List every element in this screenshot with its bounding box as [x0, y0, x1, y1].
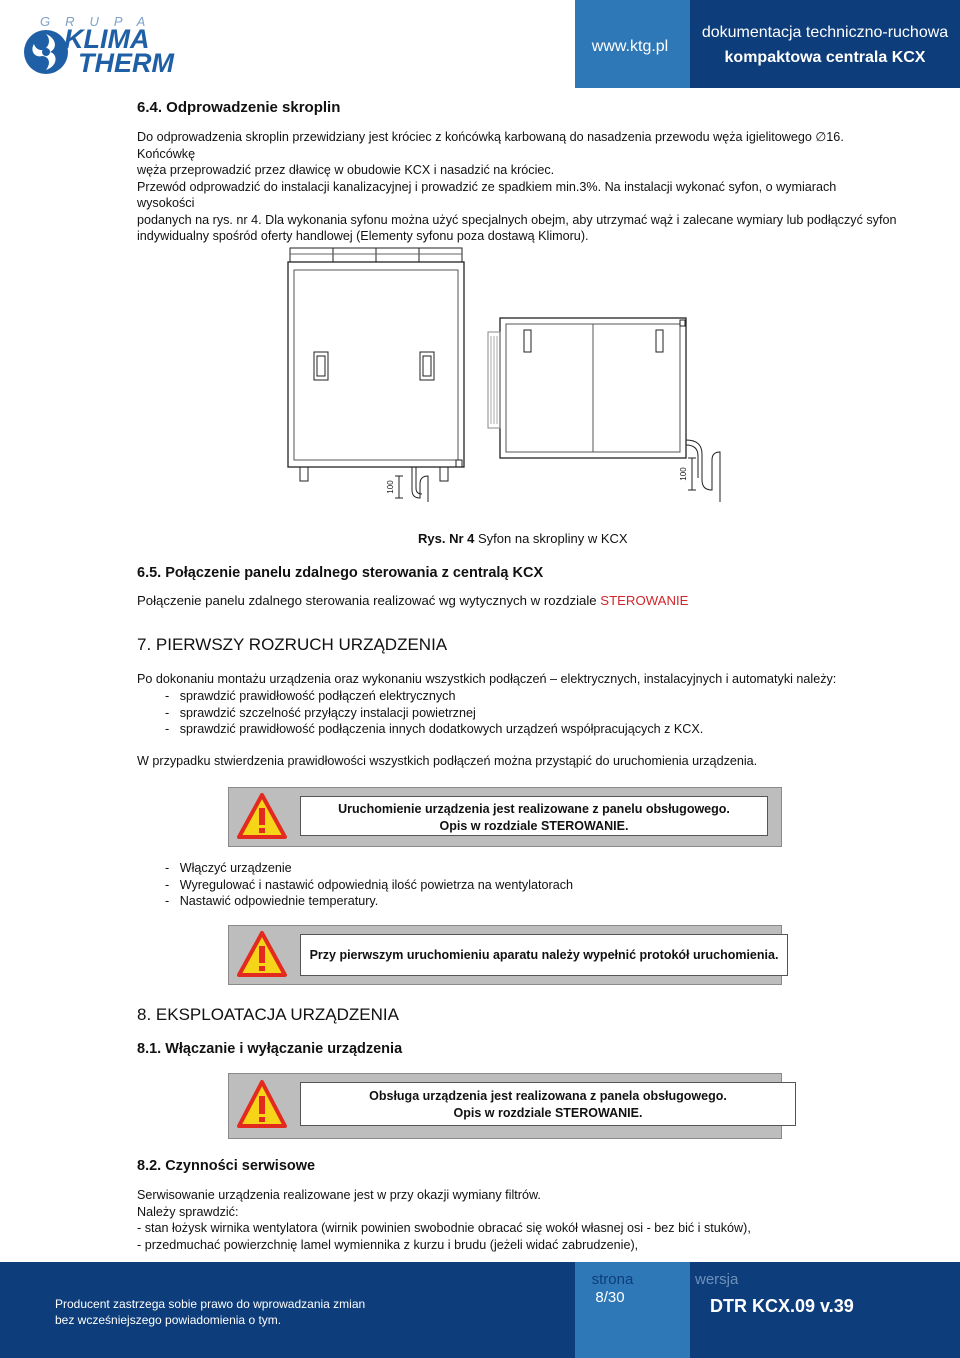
- check-list: [165, 688, 865, 738]
- section-6-4-heading: 6.4. Odprowadzenie skroplin: [137, 99, 341, 116]
- section-7-heading: 7. PIERWSZY ROZRUCH URZĄDZENIA: [137, 635, 448, 654]
- header-title-block: [690, 0, 960, 88]
- sterowanie-link[interactable]: STEROWANIE: [600, 593, 689, 608]
- section-6-4-body: [137, 129, 897, 245]
- logo-therm-text: THERM: [78, 48, 174, 78]
- list-item: - sprawdzić prawidłowość podłączenia innych dodatkowych urządzeń współpracujących z KCX.: [165, 722, 704, 736]
- paragraph-line: - stan łożysk wirnika wentylatora (wirnik powinien swobodnie obracać się wokół własnej osi - bez bić i stuków),: [137, 1221, 751, 1235]
- page-number: 8/30: [595, 1289, 625, 1306]
- paragraph-line: podanych na rys. nr 4. Dla wykonania syfonu można użyć specjalnych obejm, aby utrzymać wąż i zalecane wymiary lub podłączyć syfon: [137, 212, 897, 227]
- website-link[interactable]: www.ktg.pl: [591, 38, 669, 55]
- list-item: - Włączyć urządzenie: [165, 861, 292, 875]
- paragraph-line: Do odprowadzenia skroplin przewidziany jest króciec z końcówką karbowaną do nasadzenia przewodu węża igielitowego ∅16. Końcówkę: [137, 130, 844, 161]
- paragraph-line: indywidualny spośród oferty handlowej (Elementy syfonu poza dostawą Klimoru).: [137, 229, 589, 243]
- warning-triangle-icon: [236, 930, 288, 978]
- section-6-5-text: Połączenie panelu zdalnego sterowania realizować wg wytycznych w rozdziale: [137, 593, 601, 608]
- step-list: [165, 860, 865, 910]
- section-6-5-body: [137, 593, 688, 608]
- section-6-5-heading: 6.5. Połączenie panelu zdalnego sterowania z centralą KCX: [137, 565, 544, 581]
- figure-caption-text: Syfon na skropliny w KCX: [474, 531, 628, 546]
- paragraph-line: - przedmuchać powierzchnię lamel wymiennika z kurzu i brudu (jeżeli widać zabrudzenie),: [137, 1237, 639, 1252]
- model-title: kompaktowa centrala KCX: [724, 49, 926, 66]
- warning-message: Obsługa urządzenia jest realizowana z panela obsługowego. Opis w rozdziale STEROWANIE.: [300, 1082, 796, 1126]
- footer-note: Producent zastrzega sobie prawo do wprowadzania zmian: [55, 1297, 366, 1311]
- paragraph-line: Przewód odprowadzić do instalacji kanalizacyjnej i prowadzić ze spadkiem min.3%. Na instalacji wykonać syfon, o wymiarach wysokości: [137, 179, 837, 210]
- version-number: DTR KCX.09 v.39: [710, 1296, 854, 1316]
- paragraph-line: węża przeprowadzić przez dławicę w obudowie KCX i nasadzić na króciec.: [137, 163, 555, 177]
- warning-triangle-icon: [236, 1079, 288, 1131]
- document-title: dokumentacja techniczno-ruchowa: [701, 24, 949, 41]
- section-7-after: W przypadku stwierdzenia prawidłowości wszystkich podłączeń można przystąpić do uruchomienia urządzenia.: [137, 754, 758, 768]
- section-8-2-body: [137, 1187, 917, 1253]
- figure-caption-number: Rys. Nr 4: [418, 531, 475, 546]
- list-item: - sprawdzić szczelność przyłączy instalacji powietrznej: [165, 705, 476, 720]
- list-item: - Nastawić odpowiednie temperatury.: [165, 894, 379, 908]
- version-label: wersja: [695, 1271, 739, 1288]
- section-8-1-heading: 8.1. Włączanie i wyłączanie urządzenia: [137, 1041, 403, 1057]
- logo-swirl-icon: [22, 28, 70, 76]
- warning-triangle-icon: [236, 792, 288, 840]
- logo-klima-text: KLIMA: [64, 24, 150, 54]
- paragraph-line: Serwisowanie urządzenia realizowane jest w przy okazji wymiany filtrów.: [137, 1188, 541, 1202]
- warning-message: Przy pierwszym uruchomieniu aparatu należy wypełnić protokół uruchomienia.: [300, 934, 788, 976]
- warning-message: Uruchomienie urządzenia jest realizowane z panelu obsługowego. Opis w rozdziale STEROWANIE.: [300, 796, 768, 836]
- page-label: strona: [591, 1271, 634, 1288]
- figure-caption: [418, 531, 628, 546]
- siphon-drawing: [270, 240, 740, 525]
- section-8-heading: 8. EKSPLOATACJA URZĄDZENIA: [137, 1005, 399, 1024]
- section-7-intro: Po dokonaniu montażu urządzenia oraz wykonaniu wszystkich podłączeń – elektrycznych, instalacyjnych i automatyki należy:: [137, 672, 837, 686]
- paragraph-line: Należy sprawdzić:: [137, 1204, 239, 1219]
- dimension-label-right: 100: [679, 467, 688, 481]
- list-item: - Wyregulować i nastawić odpowiednią ilość powietrza na wentylatorach: [165, 877, 573, 892]
- dimension-label-left: 100: [386, 480, 395, 494]
- section-8-2-heading: 8.2. Czynności serwisowe: [137, 1158, 316, 1174]
- footer-note: bez wcześniejszego powiadomienia o tym.: [55, 1313, 282, 1327]
- logo-grupa-text: GRUPA: [40, 14, 161, 29]
- list-item: - sprawdzić prawidłowość podłączeń elektrycznych: [165, 689, 456, 703]
